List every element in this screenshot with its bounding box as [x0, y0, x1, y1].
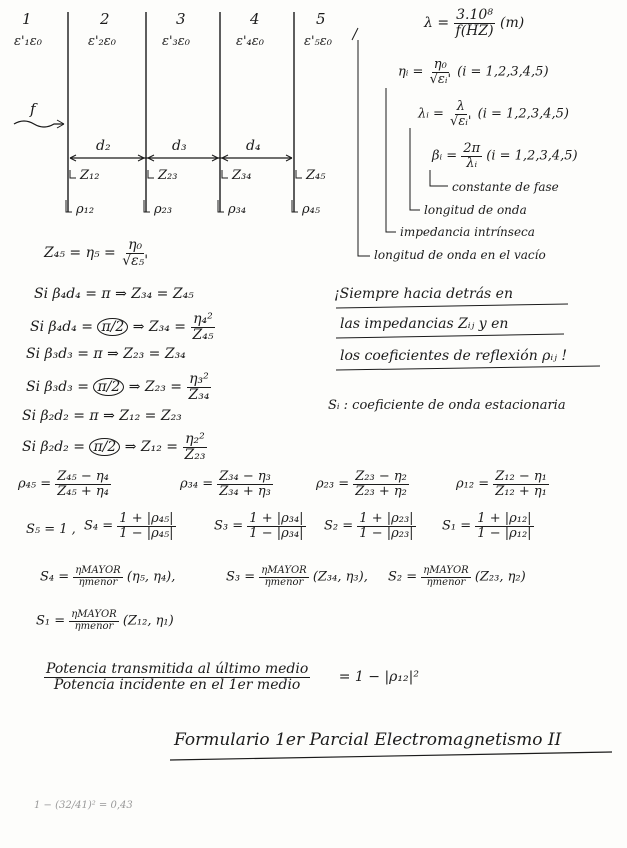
swr-alt-s4-den: ηmenor [78, 576, 118, 588]
medium-permittivity-1: ε'₁ε₀ [14, 34, 42, 49]
swr-alt-s1-den: ηmenor [74, 620, 114, 632]
bracket-eta [386, 88, 396, 232]
rho-12 [456, 470, 549, 498]
eq-rule-4-arrow: ⇒ Z₂₃ = [128, 379, 183, 396]
eq-rule-2-lhs: Si β₄d₄ = [30, 319, 93, 336]
impedance-hooks [70, 170, 302, 178]
eq-rule-1: Si β₄d₄ = π ⇒ Z₃₄ = Z₄₅ [34, 286, 194, 302]
def-lambda-i [418, 100, 569, 128]
def-eta [398, 58, 549, 86]
note-line-3: los coeficientes de reflexión ρᵢⱼ ! [340, 348, 567, 364]
swr-alt-s3-num: ηMAYOR [261, 565, 307, 576]
legend-lambda-i: longitud de onda [424, 203, 527, 217]
eq-rule-4-num: η₃² [189, 371, 209, 387]
note-line-2: las impedancias Zᵢⱼ y en [340, 316, 509, 332]
swr-alt-s2-num: ηMAYOR [423, 565, 469, 576]
eq-rule-4-lhs: Si β₃d₃ = [26, 379, 89, 396]
swr-s4-den: 1 − |ρ₄₅| [119, 525, 174, 541]
eq-rule-4-circled: π/2 [93, 378, 124, 396]
eq-z45-lhs: Z₄₅ = η₅ = [44, 245, 116, 262]
def-eta-lhs: ηᵢ = [398, 64, 424, 80]
def-eta-den: √εᵢ' [429, 71, 452, 87]
swr-alt-s3-den: ηmenor [264, 576, 304, 588]
eq-rule-4 [26, 372, 211, 402]
eq-rule-6-lhs: Si β₂d₂ = [22, 439, 85, 456]
rho-34-den: Z₃₄ + η₃ [219, 483, 271, 499]
medium-permittivity-4: ε'₄ε₀ [236, 34, 264, 49]
eq-rule-6 [22, 432, 207, 462]
bracket-lambda [352, 28, 370, 256]
medium-index-5: 5 [316, 10, 326, 28]
rho-34 [180, 470, 273, 498]
swr-alt-s4-num: ηMAYOR [75, 565, 121, 576]
swr-s3-lhs: S₃ = [214, 518, 244, 534]
page-title: Formulario 1er Parcial Electromagnetismo II [174, 730, 562, 750]
thickness-d2: d₂ [96, 138, 111, 154]
swr-s3-num: 1 + |ρ₃₄| [249, 511, 304, 526]
swr-s1-den: 1 − |ρ₁₂| [477, 525, 532, 541]
eq-z45-den: √ε₅' [122, 252, 149, 269]
swr-s1-lhs: S₁ = [442, 518, 472, 534]
rho-45-lhs: ρ₄₅ = [18, 476, 52, 492]
swr-alt-s3-args: (Z₃₄, η₃), [312, 569, 368, 585]
def-lambda-num: 3.10⁸ [456, 7, 493, 23]
def-eta-tail: (i = 1,2,3,4,5) [457, 64, 549, 80]
swr-alt-s2-lhs: S₂ = [388, 569, 418, 585]
eq-rule-6-arrow: ⇒ Z₁₂ = [124, 439, 179, 456]
def-lambda-i-lhs: λᵢ = [418, 106, 444, 122]
def-beta-lhs: βᵢ = [432, 148, 458, 164]
incident-wave-label: f [30, 100, 36, 118]
power-ratio-num: Potencia transmitida al último medio [46, 661, 309, 677]
def-lambda-tail: (m) [500, 15, 525, 32]
swr-definition: Sᵢ : coeficiente de onda estacionaria [328, 398, 566, 413]
swr-s2-lhs: S₂ = [324, 518, 354, 534]
eq-rule-2-den: Z₄₅ [192, 326, 214, 343]
note-underline-1 [336, 304, 568, 308]
eq-z45-num: η₀ [128, 237, 143, 253]
bracket-beta [430, 170, 448, 186]
swr-s1 [442, 512, 534, 540]
swr-alt-s3-lhs: S₃ = [226, 569, 256, 585]
def-lambda-i-den: √εᵢ' [450, 113, 472, 129]
eq-rule-5: Si β₂d₂ = π ⇒ Z₁₂ = Z₂₃ [22, 408, 182, 424]
swr-alt-s1-lhs: S₁ = [36, 613, 66, 629]
swr-alt-s2-den: ηmenor [426, 576, 466, 588]
impedance-label-z23: Z₂₃ [158, 168, 178, 183]
swr-s5: S₅ = 1 , [26, 522, 76, 537]
incident-wave [14, 121, 64, 127]
medium-index-3: 3 [176, 10, 186, 28]
def-lambda [424, 8, 524, 38]
def-lambda-den: f(HZ) [455, 22, 494, 39]
swr-alt-s4 [40, 566, 175, 588]
rho-23-den: Z₂₃ + η₂ [355, 483, 407, 499]
eq-z45 [44, 238, 150, 268]
def-beta-num: 2π [463, 141, 481, 156]
swr-s2-num: 1 + |ρ₂₃| [359, 511, 414, 526]
legend-lambda: longitud de onda en el vacío [374, 248, 546, 262]
def-eta-num: η₀ [433, 57, 447, 72]
def-beta [432, 142, 578, 170]
swr-alt-s2 [388, 566, 526, 588]
swr-alt-s4-args: (η₅, η₄), [126, 569, 176, 585]
rho-45 [18, 470, 111, 498]
swr-alt-s1-args: (Z₁₂, η₁) [122, 613, 174, 629]
eq-rule-2-num: η₄² [193, 311, 213, 327]
power-ratio [44, 662, 419, 692]
swr-s1-num: 1 + |ρ₁₂| [477, 511, 532, 526]
rho-45-den: Z₄₅ + η₄ [57, 483, 109, 499]
medium-permittivity-3: ε'₃ε₀ [162, 34, 190, 49]
eq-rule-3: Si β₃d₃ = π ⇒ Z₂₃ = Z₃₄ [26, 346, 186, 362]
def-lambda-lhs: λ = [424, 15, 450, 32]
note-underline-3 [336, 366, 600, 370]
medium-index-2: 2 [100, 10, 110, 28]
medium-permittivity-5: ε'₅ε₀ [304, 34, 332, 49]
swr-alt-s2-args: (Z₂₃, η₂) [474, 569, 526, 585]
thickness-d4: d₄ [246, 138, 261, 154]
note-underline-2 [336, 334, 564, 338]
swr-alt-s4-lhs: S₄ = [40, 569, 70, 585]
impedance-label-z12: Z₁₂ [80, 168, 100, 183]
impedance-label-z45: Z₄₅ [306, 168, 326, 183]
medium-index-1: 1 [22, 10, 32, 28]
medium-index-4: 4 [250, 10, 260, 28]
eq-rule-6-den: Z₂₃ [184, 446, 206, 463]
rho-12-num: Z₁₂ − η₁ [495, 469, 547, 484]
rho-12-lhs: ρ₁₂ = [456, 476, 490, 492]
def-lambda-i-num: λ [456, 99, 465, 114]
rho-34-num: Z₃₄ − η₃ [219, 469, 271, 484]
reflection-label-r45: ρ₄₅ [302, 202, 321, 217]
bracket-lambda-i [410, 128, 420, 210]
eq-rule-2-circled: π/2 [97, 318, 128, 336]
medium-permittivity-2: ε'₂ε₀ [88, 34, 116, 49]
swr-s3 [214, 512, 306, 540]
swr-alt-s1 [36, 610, 174, 632]
rho-34-lhs: ρ₃₄ = [180, 476, 214, 492]
legend-eta: impedancia intrínseca [400, 225, 535, 239]
swr-s4 [84, 512, 176, 540]
eq-rule-6-num: η₂² [185, 431, 205, 447]
swr-s2 [324, 512, 416, 540]
swr-alt-s1-num: ηMAYOR [71, 609, 117, 620]
power-ratio-rhs: = 1 − |ρ₁₂|² [338, 669, 419, 686]
eq-rule-4-den: Z₃₄ [188, 386, 210, 403]
impedance-label-z34: Z₃₄ [232, 168, 252, 183]
swr-s3-den: 1 − |ρ₃₄| [249, 525, 304, 541]
eq-rule-6-circled: π/2 [89, 438, 120, 456]
eq-rule-2 [30, 312, 215, 342]
reflection-label-r34: ρ₃₄ [228, 202, 247, 217]
reflection-label-r12: ρ₁₂ [76, 202, 95, 217]
thickness-d3: d₃ [172, 138, 187, 154]
swr-s4-lhs: S₄ = [84, 518, 114, 534]
reflection-label-r23: ρ₂₃ [154, 202, 173, 217]
rho-12-den: Z₁₂ + η₁ [495, 483, 547, 499]
swr-s4-num: 1 + |ρ₄₅| [119, 511, 174, 526]
def-lambda-i-tail: (i = 1,2,3,4,5) [477, 106, 569, 122]
swr-alt-s3 [226, 566, 368, 588]
rho-23-num: Z₂₃ − η₂ [355, 469, 407, 484]
def-beta-den: λᵢ [466, 155, 478, 171]
legend-beta: constante de fase [452, 180, 559, 194]
eq-rule-2-arrow: ⇒ Z₃₄ = [132, 319, 187, 336]
rho-23 [316, 470, 409, 498]
reflection-hooks [66, 200, 298, 212]
rho-23-lhs: ρ₂₃ = [316, 476, 350, 492]
rho-45-num: Z₄₅ − η₄ [57, 469, 109, 484]
def-beta-tail: (i = 1,2,3,4,5) [486, 148, 578, 164]
swr-s2-den: 1 − |ρ₂₃| [359, 525, 414, 541]
pencil-scribble: 1 − (32/41)² = 0,43 [34, 800, 133, 811]
power-ratio-den: Potencia incidente en el 1er medio [53, 676, 301, 693]
note-line-1: ¡Siempre hacia detrás en [334, 286, 513, 302]
title-underline [170, 752, 612, 760]
